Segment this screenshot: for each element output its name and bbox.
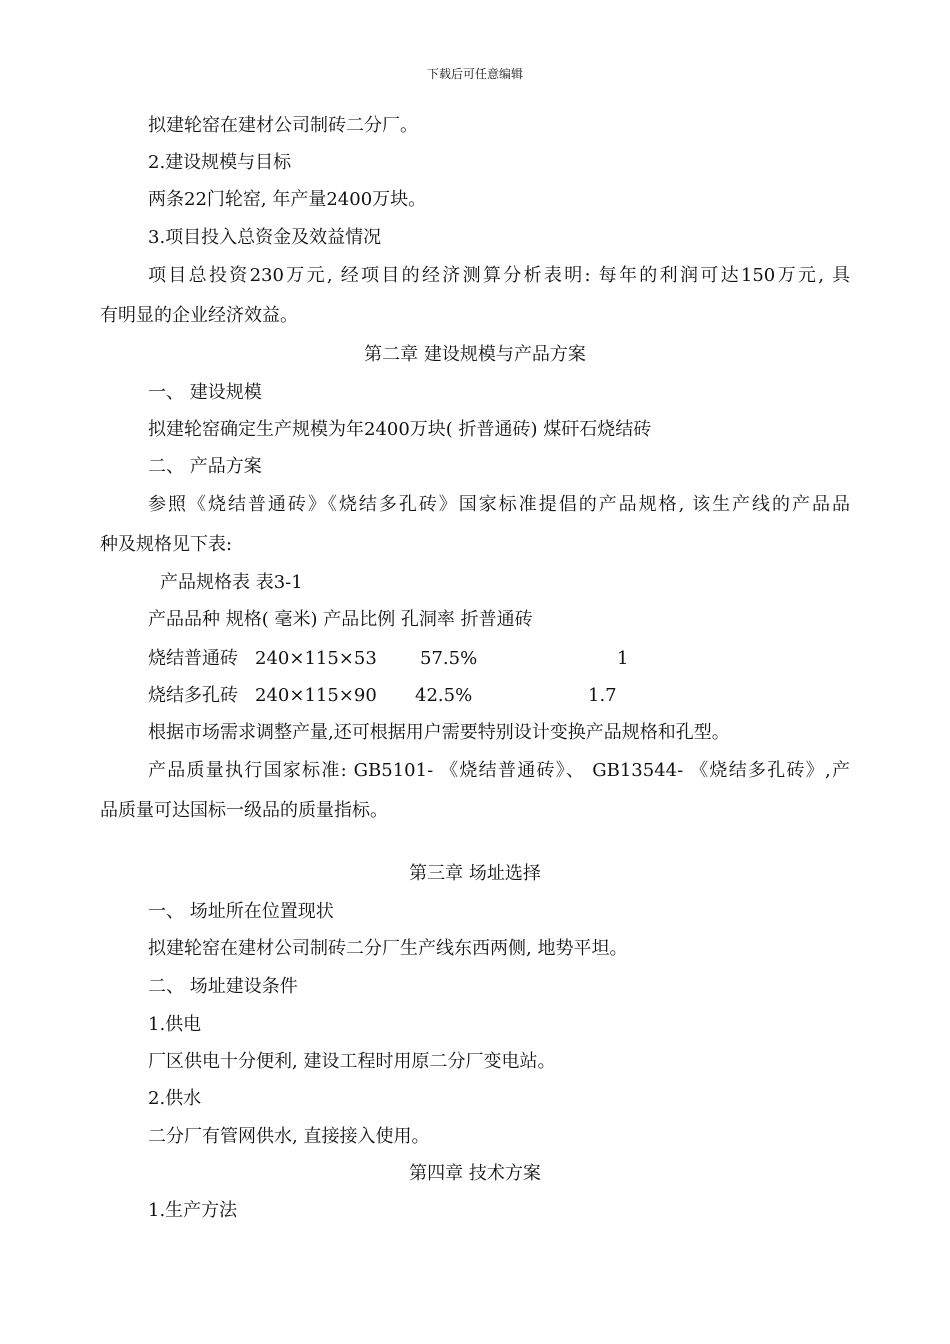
- paragraph: 厂区供电十分便利, 建设工程时用原二分厂变电站。: [148, 1051, 556, 1072]
- paragraph-continued: 种及规格见下表:: [100, 534, 233, 555]
- page-header: 下载后可任意编辑: [426, 67, 523, 81]
- paragraph: 项目总投资230万元, 经项目的经济测算分析表明: 每年的利润可达150万元, 具: [148, 265, 850, 286]
- table-cell-spec: 240×115×90: [255, 685, 377, 706]
- paragraph: 根据市场需求调整产量,还可根据用户需要特别设计变换产品规格和孔型。: [148, 722, 730, 743]
- chapter-title: 第二章 建设规模与产品方案: [364, 344, 586, 365]
- table-cell-conv: 1.7: [588, 685, 617, 706]
- section-heading: 1.供电: [148, 1014, 202, 1035]
- table-caption: 产品规格表 表3-1: [160, 572, 303, 593]
- table-cell-spec: 240×115×53: [255, 648, 377, 669]
- section-heading: 1.生产方法: [148, 1200, 238, 1221]
- paragraph: 产品质量执行国家标准: GB5101- 《烧结普通砖》、 GB13544- 《烧结多孔砖》,产: [148, 760, 850, 781]
- section-heading: 2.供水: [148, 1088, 202, 1109]
- table-header: 产品品种 规格( 毫米) 产品比例 孔洞率 折普通砖: [148, 609, 533, 630]
- paragraph-continued: 品质量可达国标一级品的质量指标。: [100, 800, 388, 821]
- chapter-title: 第四章 技术方案: [409, 1163, 541, 1184]
- paragraph: 二分厂有管网供水, 直接接入使用。: [148, 1126, 430, 1147]
- table-cell-ratio: 57.5%: [420, 648, 478, 669]
- section-heading: 一、 场址所在位置现状: [148, 901, 334, 922]
- paragraph: 拟建轮窑在建材公司制砖二分厂生产线东西两侧, 地势平坦。: [148, 938, 628, 959]
- section-heading: 二、 场址建设条件: [148, 976, 298, 997]
- section-heading: 3.项目投入总资金及效益情况: [148, 227, 382, 248]
- table-cell-conv: 1: [617, 648, 629, 669]
- paragraph: 拟建轮窑确定生产规模为年2400万块( 折普通砖) 煤矸石烧结砖: [148, 419, 652, 440]
- chapter-title: 第三章 场址选择: [409, 863, 541, 884]
- paragraph: 拟建轮窑在建材公司制砖二分厂。: [148, 115, 418, 136]
- paragraph-continued: 有明显的企业经济效益。: [100, 305, 298, 326]
- table-cell-ratio: 42.5%: [415, 685, 473, 706]
- section-heading: 一、 建设规模: [148, 382, 262, 403]
- table-cell-name: 烧结普通砖: [148, 648, 238, 669]
- section-heading: 2.建设规模与目标: [148, 152, 292, 173]
- paragraph: 两条22门轮窑, 年产量2400万块。: [148, 189, 427, 210]
- table-cell-name: 烧结多孔砖: [148, 685, 238, 706]
- section-heading: 二、 产品方案: [148, 456, 262, 477]
- paragraph: 参照《烧结普通砖》《烧结多孔砖》国家标准提倡的产品规格, 该生产线的产品品: [148, 494, 850, 515]
